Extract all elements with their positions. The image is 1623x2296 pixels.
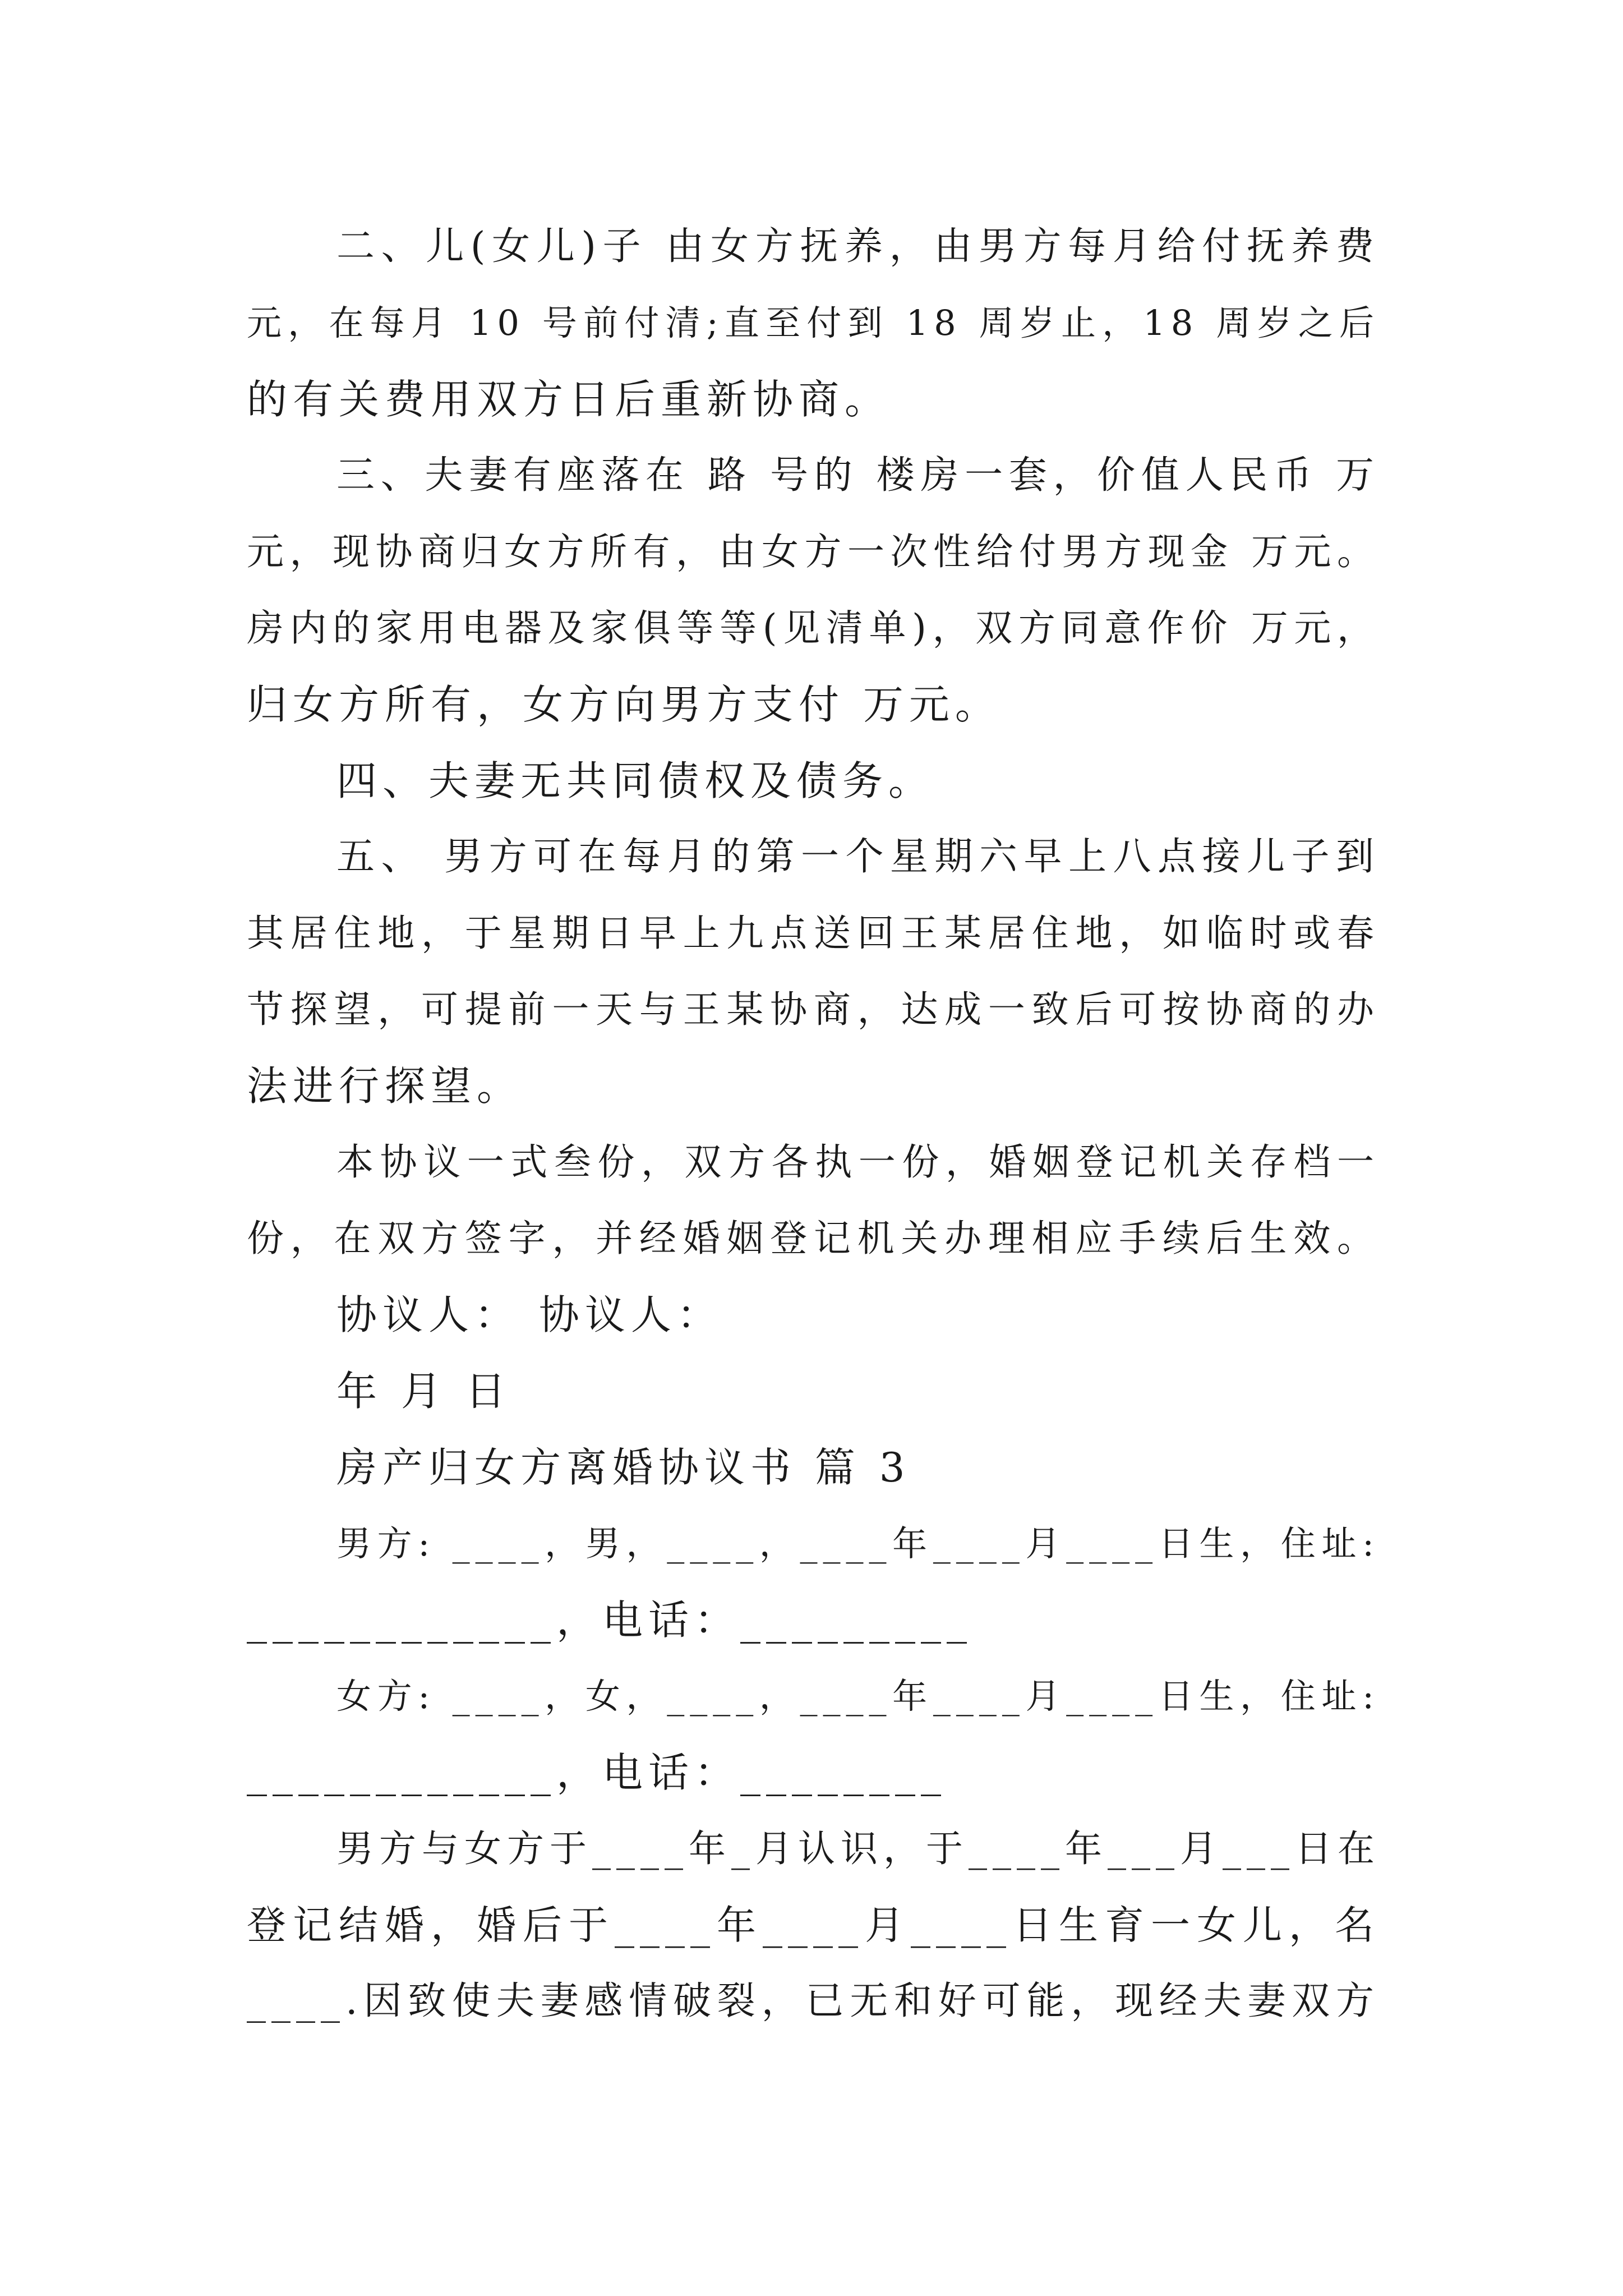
paragraph-2-line-1: 二、儿(女儿)子 由女方抚养，由男方每月给付抚养费 [336, 224, 1380, 269]
female-party-line-1: 女方: ____，女，____，____年____月____日生，住址: [336, 1676, 1380, 1717]
agreement-copies-line-2: 份，在双方签字，并经婚姻登记机关办理相应手续后生效。 [247, 1217, 1380, 1260]
paragraph-5-line-4: 法进行探望。 [247, 1062, 523, 1110]
paragraph-3-line-4: 归女方所有，女方向男方支付 万元。 [247, 681, 1001, 728]
paragraph-3-line-2: 元，现协商归女方所有，由女方一次性给付男方现金 万元。 [247, 530, 1380, 573]
paragraph-5-line-2: 其居住地，于星期日早上九点送回王某居住地，如临时或春 [247, 912, 1380, 955]
paragraph-5-line-1: 五、 男方可在每月的第一个星期六早上八点接儿子到 [336, 835, 1380, 879]
female-party-line-2: ____________，电话：________ [247, 1749, 947, 1796]
male-party-line-2: ____________，电话：_________ [247, 1596, 973, 1644]
signatories-line: 协议人： 协议人： [336, 1291, 723, 1338]
male-party-line-1: 男方: ____，男，____，____年____月____日生，住址: [336, 1523, 1380, 1564]
paragraph-2-line-2: 元，在每月 10 号前付清;直至付到 18 周岁止，18 周岁之后 [247, 302, 1380, 343]
date-line: 年 月 日 [336, 1368, 511, 1415]
paragraph-2-line-3: 的有关费用双方日后重新协商。 [247, 376, 891, 423]
paragraph-3-line-1: 三、夫妻有座落在 路 号的 楼房一套，价值人民币 万 [336, 453, 1380, 498]
section-heading: 房产归女方离婚协议书 篇 3 [336, 1444, 911, 1491]
paragraph-4-line-1: 四、夫妻无共同债权及债务。 [336, 757, 935, 804]
paragraph-5-line-3: 节探望，可提前一天与王某协商，达成一致后可按协商的办 [247, 988, 1380, 1031]
paragraph-3-line-3: 房内的家用电器及家俱等等(见清单)，双方同意作价 万元， [247, 606, 1380, 650]
marriage-paragraph-line-2: 登记结婚，婚后于____年____月____日生育一女儿，名 [247, 1902, 1380, 1948]
agreement-copies-line-1: 本协议一式叁份，双方各执一份，婚姻登记机关存档一 [336, 1140, 1380, 1184]
marriage-paragraph-line-3: ____.因致使夫妻感情破裂，已无和好可能，现经夫妻双方 [247, 1979, 1380, 2023]
marriage-paragraph-line-1: 男方与女方于____年_月认识，于____年___月___日在 [336, 1827, 1380, 1870]
